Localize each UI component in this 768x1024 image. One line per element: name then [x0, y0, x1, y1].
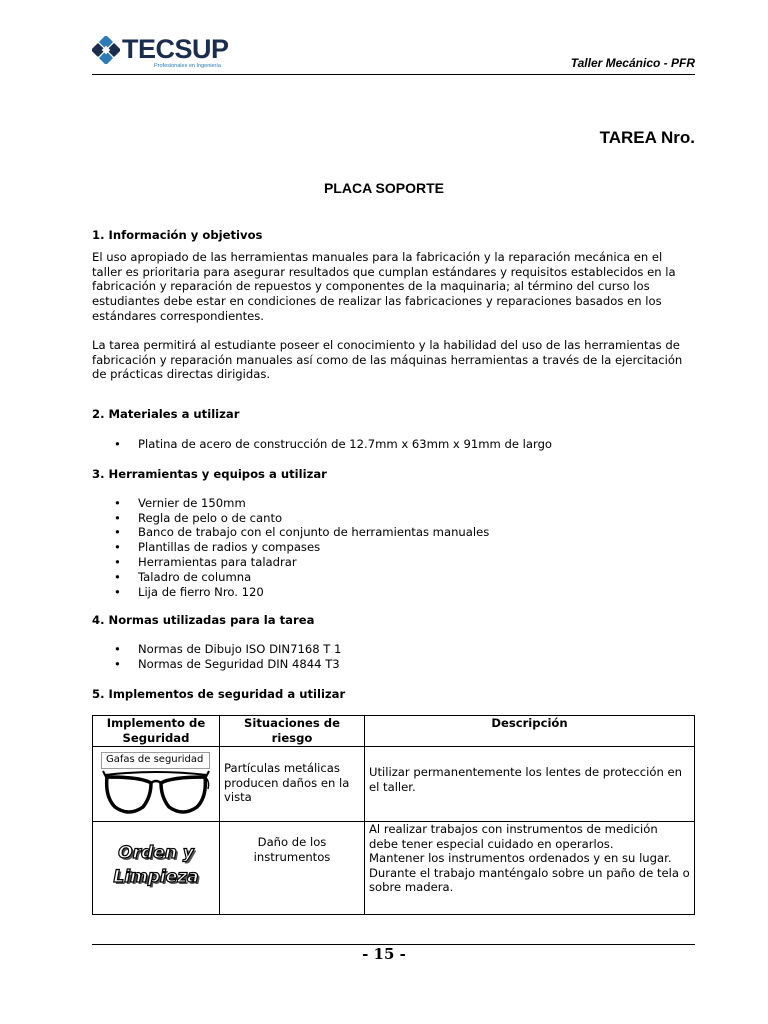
section-1-paragraph-2: La tarea permitirá al estudiante poseer el conocimiento y la habilidad del uso de las herramientas de fabricación y reparación manuales así como de las máquinas herramientas a través de la ejercitación de prácticas directas dirigidas. [92, 337, 683, 382]
list-item: • Banco de trabajo con el conjunto de herramientas manuales [92, 525, 695, 540]
list-item: • Herramientas para taladrar [92, 555, 695, 570]
logo-tagline: Profesionales en Ingeniería [154, 63, 221, 69]
section-3 [92, 467, 695, 599]
section-1-heading: 1. Información y objetivos [92, 228, 263, 242]
section-3-heading: 3. Herramientas y equipos a utilizar [92, 467, 327, 481]
section-2-heading: 2. Materiales a utilizar [92, 407, 240, 421]
list-item: • Normas de Seguridad DIN 4844 T3 [92, 657, 695, 672]
risk-cell: Daño de los instrumentos [220, 822, 365, 915]
list-item: • Normas de Dibujo ISO DIN7168 T 1 [92, 642, 695, 657]
materials-list [92, 437, 695, 452]
safety-glasses-image-cell [93, 747, 220, 822]
table-header-cell: Implemento de Seguridad [93, 716, 220, 747]
tecsup-logo [92, 34, 232, 72]
task-number-label: TAREA Nro. [599, 128, 695, 147]
list-item: • Plantillas de radios y compases [92, 540, 695, 555]
safety-glasses-icon [101, 767, 211, 817]
course-title: Taller Mecánico - PFR [570, 56, 695, 70]
table-header-cell: Situaciones de riesgo [220, 716, 365, 747]
section-4-heading: 4. Normas utilizadas para la tarea [92, 613, 315, 627]
table-row [93, 822, 695, 915]
risk-cell: Partículas metálicas producen daños en la vista [220, 747, 365, 822]
table-row [93, 747, 695, 822]
description-cell [365, 747, 695, 822]
section-2 [92, 407, 695, 452]
list-item: • Lija de fierro Nro. 120 [92, 585, 695, 600]
section-5 [92, 687, 695, 702]
order-cleanliness-image-cell [93, 822, 220, 915]
description-line: Utilizar permanentemente los lentes de protección en el taller. [369, 765, 682, 794]
section-1-paragraph-1: El uso apropiado de las herramientas manuales para la fabricación y la reparación mecánica en el taller es prioritaria para asegurar resultados que cumplan estándares y requisitos establecidos en la fabricación y reparación de repuestos y componentes de la maquinaria; al término del curso los estudiantes debe estar en condiciones de realizar las fabricaciones y reparaciones basados en los estándares correspondientes. [92, 249, 676, 323]
description-line: Durante el trabajo manténgalo sobre un paño de tela o sobre madera. [369, 865, 690, 895]
document-title: PLACA SOPORTE [323, 180, 445, 196]
list-item: • Regla de pelo o de canto [92, 511, 695, 526]
tools-list [92, 496, 695, 600]
description-cell [365, 822, 695, 915]
glasses-label: Gafas de seguridad [101, 752, 210, 769]
table-header-row [93, 716, 695, 747]
page-number: - 15 - [362, 945, 406, 963]
norms-list [92, 642, 695, 672]
list-item: • Taladro de columna [92, 570, 695, 585]
description-line: Al realizar trabajos con instrumentos de medición debe tener especial cuidado en operarlos. [369, 822, 658, 851]
section-5-heading: 5. Implementos de seguridad a utilizar [92, 687, 346, 701]
orden-y-text: Orden y [118, 843, 194, 863]
page-header [92, 30, 695, 75]
description-line: Mantener los instrumentos ordenados y en su lugar. [369, 851, 672, 866]
section-4 [92, 613, 695, 671]
logo-text: TECSUP [122, 34, 229, 64]
safety-implements-table [92, 715, 695, 915]
list-item: • Vernier de 150mm [92, 496, 695, 511]
section-1 [92, 228, 695, 382]
list-item: • Platina de acero de construcción de 12.7mm x 63mm x 91mm de largo [92, 437, 695, 452]
table-header-cell: Descripción [365, 716, 695, 747]
tecsup-logo-mark-icon [92, 36, 120, 64]
limpieza-text: Limpieza [113, 867, 199, 887]
